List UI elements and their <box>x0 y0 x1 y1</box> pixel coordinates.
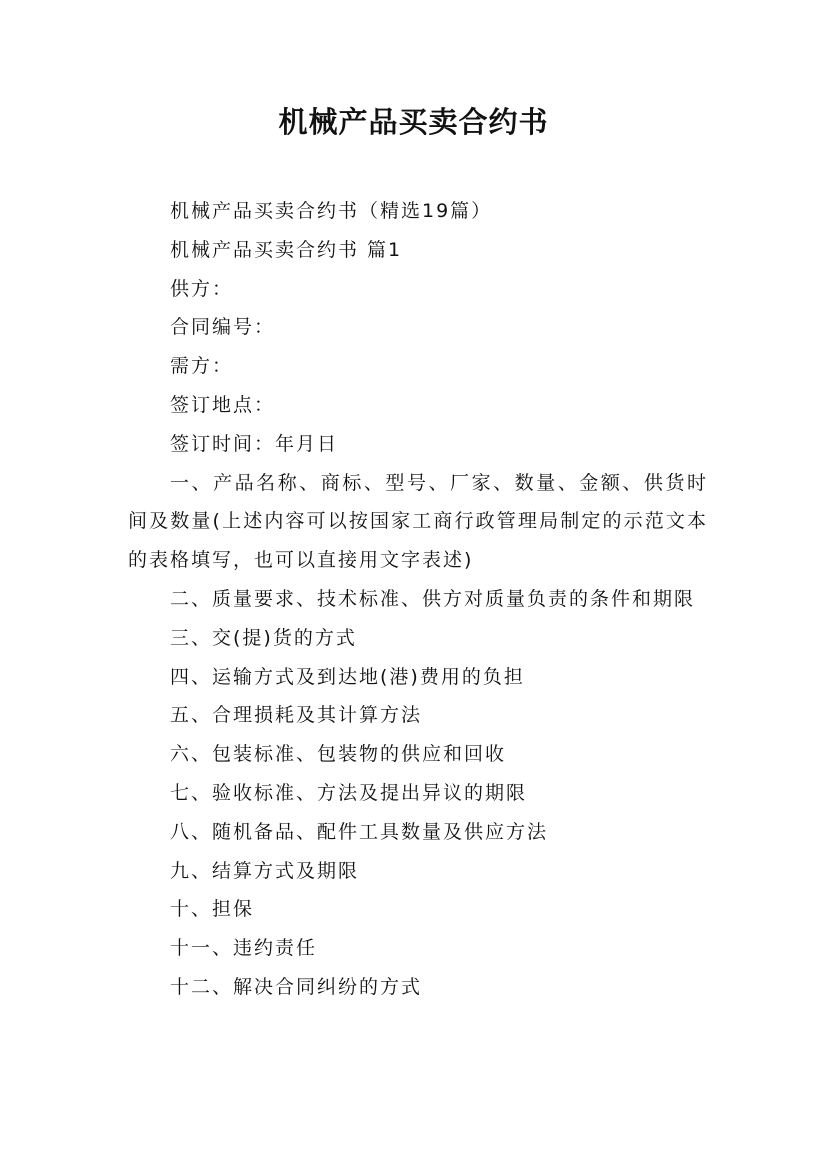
paragraph-buyer: 需方： <box>170 355 234 378</box>
document-body <box>128 192 708 1007</box>
paragraph-clause-8: 八、随机备品、配件工具数量及供应方法 <box>170 820 549 843</box>
paragraph-clause-12: 十二、解决合同纠纷的方式 <box>170 975 423 998</box>
paragraph-supplier: 供方： <box>170 277 234 300</box>
paragraph-clause-1: 一、产品名称、商标、型号、厂家、数量、金额、供货时间及数量(上述内容可以按国家工商行政管理局制定的示范文本的表格填写，也可以直接用文字表述) <box>128 471 708 572</box>
paragraph-clause-11: 十一、违约责任 <box>170 937 318 960</box>
paragraph-signing-time: 签订时间：年月日 <box>170 432 339 455</box>
paragraph-clause-2: 二、质量要求、技术标准、供方对质量负责的条件和期限 <box>170 587 696 610</box>
paragraph-clause-7: 七、验收标准、方法及提出异议的期限 <box>170 781 528 804</box>
paragraph-clause-9: 九、结算方式及期限 <box>170 859 360 882</box>
paragraph-article-heading: 机械产品买卖合约书 篇1 <box>170 238 403 261</box>
document-title: 机械产品买卖合约书 <box>278 105 549 139</box>
paragraph-clause-10: 十、担保 <box>170 898 255 921</box>
paragraph-signing-place: 签订地点： <box>170 393 276 416</box>
paragraph-clause-3: 三、交(提)货的方式 <box>170 626 357 649</box>
paragraph-clause-5: 五、合理损耗及其计算方法 <box>170 704 423 727</box>
paragraph-clause-4: 四、运输方式及到达地(港)费用的负担 <box>170 665 525 688</box>
paragraph-clause-6: 六、包装标准、包装物的供应和回收 <box>170 743 507 766</box>
paragraph-contract-number: 合同编号： <box>170 316 276 339</box>
paragraph-subtitle: 机械产品买卖合约书（精选19篇） <box>170 200 493 222</box>
